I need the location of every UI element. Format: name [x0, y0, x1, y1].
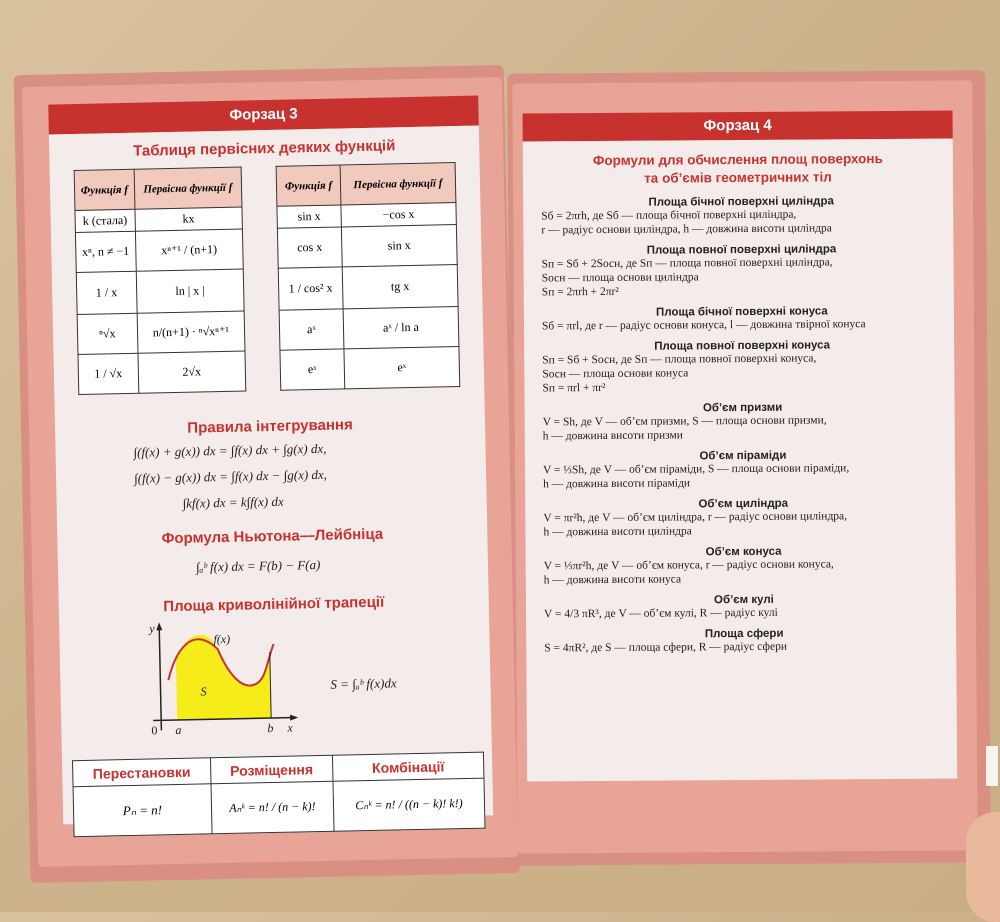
y-axis — [159, 626, 161, 730]
formula-section — [541, 243, 941, 300]
arrangements-formula: Aₙᵏ = n! / (n − k)! — [211, 781, 334, 834]
formula-sections — [541, 195, 944, 664]
right-title-line-2: та об’ємів геометричних тіл — [644, 169, 832, 186]
formula-section — [541, 195, 941, 238]
antiderivative-table-1 — [74, 167, 247, 395]
table1-cell: k (стала) — [75, 209, 135, 232]
graph-area-label: S — [200, 684, 207, 699]
integration-rule-2: ∫(f(x) − g(x)) dx = ∫f(x) dx − ∫g(x) dx, — [133, 466, 328, 486]
left-content-area — [49, 126, 493, 825]
table1-cell: n/(n+1) · ⁿ√xⁿ⁺¹ — [137, 311, 245, 353]
section-line: S = 4πR², де S — площа сфери, R — радіус сфери — [544, 640, 788, 655]
section-line: V = 4/3 πR³, де V — об’єм кулі, R — радіус кулі — [543, 606, 778, 621]
area-under-curve — [175, 633, 271, 720]
table2-cell: sin x — [341, 225, 457, 267]
table1-cell: 2√x — [138, 351, 246, 393]
table2-cell: aˣ — [279, 309, 344, 350]
section-line: Sп = Sб + 2Sосн, де Sп — площа повної поверхні циліндра, — [541, 256, 833, 271]
graph-x-label: x — [287, 720, 293, 735]
section-line: Sб = πrl, де r — радіус основи конуса, l — довжина твірної конуса — [541, 318, 866, 333]
table1-cell: 1 / x — [76, 271, 136, 314]
table2-header-antiderivative: Первісна функції f — [340, 163, 456, 205]
newton-leibniz-formula: ∫ₐᵇ f(x) dx = F(b) − F(a) — [195, 556, 321, 575]
section-line: V = Sh, де V — об’єм призми, S — площа основи призми, — [542, 414, 827, 429]
table2-cell: tg x — [342, 265, 458, 309]
right-content-area — [523, 139, 957, 782]
finger — [966, 812, 1000, 922]
table1-cell: ⁿ√x — [77, 313, 137, 354]
left-page — [22, 77, 518, 867]
table2-cell: cos x — [277, 227, 342, 268]
graph-curve-label: f(x) — [213, 631, 231, 647]
combinations-header: Комбінації — [332, 752, 484, 781]
right-header-band — [523, 111, 953, 142]
section-line: Sб = 2πrh, де Sб — площа бічної поверхні циліндра, — [541, 208, 797, 223]
y-axis-arrow — [156, 622, 162, 630]
table1-cell: ln | x | — [136, 269, 244, 313]
integration-rule-1: ∫(f(x) + g(x)) dx = ∫f(x) dx + ∫g(x) dx, — [133, 440, 327, 460]
graph-a-label: a — [175, 722, 182, 738]
right-title-line-1: Формули для обчислення площ поверхонь — [592, 151, 883, 169]
section-heading: Об’єм піраміди — [699, 449, 787, 463]
area-formula: S = ∫ₐᵇ f(x)dx — [330, 675, 397, 692]
formula-section — [544, 545, 944, 588]
formula-section — [543, 401, 943, 444]
curvilinear-trapezoid-graph — [147, 617, 299, 738]
section-heading: Площа повної поверхні циліндра — [646, 243, 837, 257]
arrangements-header: Розміщення — [210, 755, 333, 784]
section-line: V = πr²h, де V — об’єм циліндра, r — радіус основи циліндра, — [543, 510, 848, 525]
section-heading: Площа бічної поверхні конуса — [655, 305, 828, 319]
table2-cell: aˣ / ln a — [343, 307, 459, 349]
graph-y-label: y — [149, 621, 155, 636]
formula-section — [544, 627, 944, 656]
table2-header-function: Функція f — [276, 165, 341, 206]
section-line: Sп = Sб + Sосн, де Sп — площа повної поверхні конуса, — [542, 352, 817, 367]
table1-header-function: Функція f — [74, 169, 134, 210]
curvilinear-trapezoid-title: Площа криволінійної трапеції — [163, 593, 385, 616]
section-line: h — довжина висоти циліндра — [543, 525, 692, 539]
page-edge-tab — [986, 746, 998, 786]
section-heading: Площа бічної поверхні циліндра — [648, 195, 834, 209]
combinations-formula: Cₙᵏ = n! / ((n − k)! k!) — [333, 778, 485, 831]
section-line: Sп = 2πrh + 2πr² — [541, 285, 619, 299]
table2-cell: eˣ — [280, 349, 345, 390]
graph-b-label: b — [267, 720, 274, 736]
section-heading: Об’єм конуса — [705, 545, 782, 559]
section-line: Sосн — площа основи циліндра — [541, 271, 699, 285]
right-header-title: Форзац 4 — [703, 116, 772, 135]
section-heading: Об’єм кулі — [713, 593, 774, 607]
section-line: Sп = πrl + πr² — [542, 381, 606, 395]
section-heading: Площа повної поверхні конуса — [654, 339, 831, 353]
section-line: h — довжина висоти піраміди — [543, 477, 691, 491]
table1-header-antiderivative: Первісна функції f — [134, 167, 242, 209]
right-page — [512, 80, 977, 853]
formula-section — [543, 449, 943, 492]
table2-cell: −cos x — [341, 203, 457, 227]
formula-section — [542, 339, 942, 396]
section-heading: Площа сфери — [704, 627, 784, 641]
integration-rules-title: Правила інтегрування — [187, 416, 353, 437]
formula-section — [542, 305, 942, 334]
antiderivative-table-2 — [276, 162, 461, 391]
section-line: r — радіус основи циліндра, h — довжина висоти циліндра — [541, 222, 832, 237]
table1-cell: 1 / √x — [78, 353, 138, 394]
newton-leibniz-title: Формула Ньютона—Лейбніца — [161, 525, 384, 548]
section-heading: Об’єм циліндра — [698, 497, 789, 511]
left-header-title: Форзац 3 — [229, 105, 298, 124]
table2-cell: 1 / cos² x — [278, 267, 343, 310]
permutations-formula: Pₙ = n! — [73, 784, 212, 837]
combinatorics-table — [72, 752, 486, 838]
table1-cell: xⁿ, n ≠ −1 — [75, 231, 135, 272]
table2-cell: eˣ — [344, 347, 460, 389]
permutations-header: Перестановки — [73, 758, 211, 787]
integration-rule-3: ∫kf(x) dx = k∫f(x) dx — [182, 493, 284, 511]
section-line: h — довжина висоти конуса — [543, 573, 682, 587]
section-line: V = ⅓Sh, де V — об’єм піраміди, S — площа основи піраміди, — [542, 462, 850, 477]
table1-cell: kx — [135, 207, 243, 231]
section-heading: Об’єм призми — [702, 401, 783, 415]
table1-cell: xⁿ⁺¹ / (n+1) — [135, 229, 243, 271]
table2-cell: sin x — [277, 205, 341, 228]
section-line: h — довжина висоти призми — [542, 429, 683, 443]
graph-origin-label: 0 — [151, 723, 158, 738]
formula-section — [544, 593, 944, 622]
antiderivative-table-title: Таблиця первісних деяких функцій — [132, 137, 396, 160]
section-line: Sосн — площа основи конуса — [542, 367, 689, 381]
section-line: V = ⅓πr²h, де V — об’єм конуса, r — радіус основи конуса, — [543, 558, 834, 573]
formula-section — [543, 497, 943, 540]
